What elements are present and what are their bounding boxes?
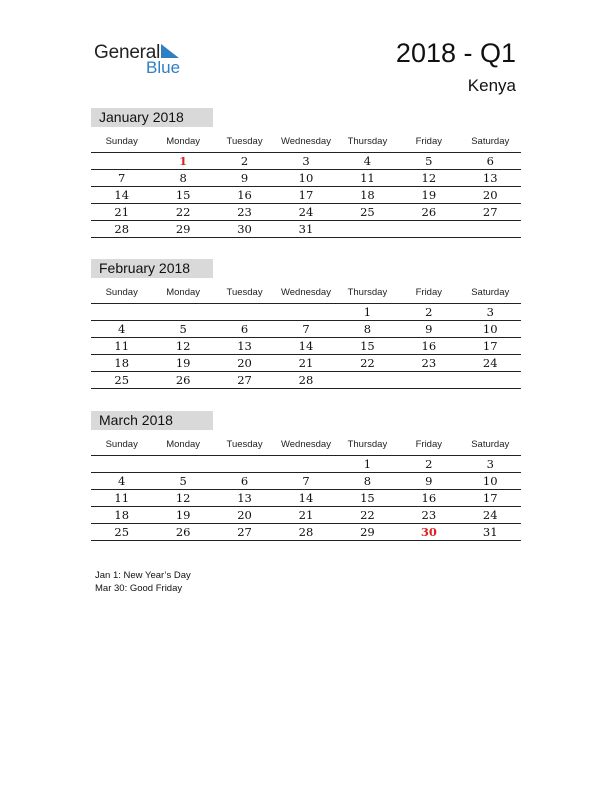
weekday-label: Tuesday <box>226 287 263 298</box>
month-calendar <box>91 108 521 238</box>
day-cell: 21 <box>298 508 314 522</box>
day-cell: 16 <box>421 491 437 505</box>
day-cell: 2 <box>240 154 249 168</box>
day-cell: 1 <box>179 154 188 168</box>
day-cell: 31 <box>298 222 314 236</box>
day-cell: 9 <box>240 171 249 185</box>
day-cell: 25 <box>360 205 375 219</box>
day-cell: 18 <box>114 356 130 370</box>
day-cell: 11 <box>360 171 375 185</box>
day-cell: 19 <box>175 356 191 370</box>
day-cell: 12 <box>421 171 437 185</box>
day-cell: 15 <box>360 339 375 353</box>
day-cell: 4 <box>118 474 126 488</box>
day-cell: 16 <box>421 339 437 353</box>
weekday-label: Wednesday <box>280 439 331 450</box>
day-cell: 7 <box>302 322 310 336</box>
day-cell: 31 <box>482 525 498 539</box>
month-title: February 2018 <box>91 259 213 278</box>
day-cell: 25 <box>114 373 130 387</box>
day-cell: 27 <box>237 373 252 387</box>
logo-triangle-icon <box>161 44 179 58</box>
day-cell: 30 <box>420 525 437 539</box>
week-row <box>91 338 521 355</box>
day-cell: 10 <box>298 171 314 185</box>
day-cell: 18 <box>114 508 130 522</box>
day-cell: 8 <box>179 171 187 185</box>
day-cell: 20 <box>482 188 498 202</box>
day-cell: 7 <box>118 171 126 185</box>
day-cell: 30 <box>237 222 252 236</box>
day-cell: 5 <box>179 474 187 488</box>
holiday-note: Jan 1: New Year’s Day <box>95 570 191 581</box>
day-cell <box>91 153 152 169</box>
day-cell: 5 <box>179 322 187 336</box>
day-cell: 26 <box>421 205 437 219</box>
day-cell: 3 <box>486 305 494 319</box>
month-title: March 2018 <box>91 411 213 430</box>
day-cell: 20 <box>237 508 252 522</box>
weekday-label: Thursday <box>347 287 388 298</box>
day-cell: 12 <box>175 491 191 505</box>
day-cell: 25 <box>114 525 130 539</box>
day-cell <box>91 304 152 320</box>
weekday-label: Monday <box>166 439 201 450</box>
weekday-label: Friday <box>415 287 443 298</box>
day-cell: 6 <box>240 322 249 336</box>
day-cell: 6 <box>486 154 494 168</box>
weekday-label: Tuesday <box>226 439 263 450</box>
weekday-label: Sunday <box>105 439 138 450</box>
weekday-header-row <box>91 282 521 304</box>
weekday-label: Monday <box>166 136 201 147</box>
day-cell: 9 <box>425 322 433 336</box>
day-cell <box>460 372 521 388</box>
day-cell: 4 <box>363 154 372 168</box>
day-cell <box>398 221 459 237</box>
weekday-label: Sunday <box>105 136 138 147</box>
week-row <box>91 490 521 507</box>
day-cell: 1 <box>363 457 372 471</box>
weekday-label: Saturday <box>471 439 510 450</box>
day-cell <box>398 372 459 388</box>
day-cell: 23 <box>237 205 252 219</box>
weekday-label: Wednesday <box>280 287 331 298</box>
day-cell: 15 <box>175 188 191 202</box>
week-row <box>91 187 521 204</box>
weekday-label: Thursday <box>347 439 388 450</box>
day-cell: 2 <box>425 305 433 319</box>
weekday-header-row <box>91 131 521 153</box>
generalblue-logo <box>94 40 194 80</box>
week-row <box>91 473 521 490</box>
day-cell: 21 <box>298 356 314 370</box>
day-cell: 9 <box>425 474 433 488</box>
day-cell: 11 <box>114 491 130 505</box>
weekday-label: Friday <box>415 439 443 450</box>
day-cell: 13 <box>482 171 498 185</box>
weekday-label: Thursday <box>347 136 388 147</box>
day-cell: 3 <box>486 457 494 471</box>
day-cell: 2 <box>425 457 433 471</box>
day-cell <box>275 456 336 472</box>
week-row <box>91 524 521 541</box>
day-cell: 23 <box>421 508 437 522</box>
day-cell: 26 <box>175 373 191 387</box>
weekday-label: Wednesday <box>280 136 331 147</box>
day-cell: 3 <box>302 154 310 168</box>
week-row <box>91 355 521 372</box>
holiday-notes <box>95 569 191 595</box>
day-cell <box>337 372 398 388</box>
weekday-label: Saturday <box>471 287 510 298</box>
month-calendar <box>91 259 521 389</box>
week-row <box>91 304 521 321</box>
month-calendar <box>91 411 521 541</box>
quarter-title: 2018 - Q1 <box>395 38 516 68</box>
day-cell: 28 <box>298 525 314 539</box>
day-cell: 14 <box>298 491 314 505</box>
weekday-label: Monday <box>166 287 201 298</box>
day-cell: 11 <box>114 339 130 353</box>
day-cell <box>214 304 275 320</box>
day-cell: 17 <box>482 491 498 505</box>
weekday-label: Sunday <box>105 287 138 298</box>
day-cell: 24 <box>482 508 498 522</box>
day-cell: 24 <box>482 356 498 370</box>
day-cell: 24 <box>298 205 314 219</box>
weekday-label: Saturday <box>471 136 510 147</box>
day-cell: 8 <box>363 322 372 336</box>
day-cell: 28 <box>114 222 130 236</box>
day-cell: 29 <box>360 525 375 539</box>
day-cell: 22 <box>360 508 375 522</box>
week-row <box>91 507 521 524</box>
day-cell: 16 <box>237 188 252 202</box>
day-cell: 22 <box>360 356 375 370</box>
day-cell: 19 <box>421 188 437 202</box>
day-cell: 4 <box>118 322 126 336</box>
day-cell: 23 <box>421 356 437 370</box>
weekday-label: Tuesday <box>226 136 263 147</box>
weekday-header-row <box>91 434 521 456</box>
day-cell: 14 <box>298 339 314 353</box>
month-title: January 2018 <box>91 108 213 127</box>
day-cell <box>337 221 398 237</box>
day-cell: 10 <box>482 474 498 488</box>
logo-word-blue: Blue <box>146 58 181 77</box>
day-cell: 19 <box>175 508 191 522</box>
day-cell: 12 <box>175 339 191 353</box>
day-cell <box>460 221 521 237</box>
day-cell: 28 <box>298 373 314 387</box>
day-cell <box>152 304 213 320</box>
logo-word-general: General <box>94 42 161 63</box>
day-cell <box>214 456 275 472</box>
day-cell: 14 <box>114 188 130 202</box>
week-row <box>91 372 521 389</box>
week-row <box>91 170 521 187</box>
day-cell <box>275 304 336 320</box>
day-cell: 22 <box>175 205 191 219</box>
day-cell: 27 <box>482 205 498 219</box>
day-cell: 13 <box>237 491 252 505</box>
day-cell: 8 <box>363 474 372 488</box>
week-row <box>91 153 521 170</box>
week-row <box>91 204 521 221</box>
holiday-note: Mar 30: Good Friday <box>95 583 183 594</box>
weekday-label: Friday <box>415 136 443 147</box>
day-cell: 18 <box>360 188 375 202</box>
day-cell: 20 <box>237 356 252 370</box>
day-cell: 26 <box>175 525 191 539</box>
day-cell: 29 <box>175 222 191 236</box>
week-row <box>91 221 521 238</box>
day-cell: 15 <box>360 491 375 505</box>
day-cell <box>152 456 213 472</box>
day-cell: 27 <box>237 525 252 539</box>
day-cell: 6 <box>240 474 249 488</box>
day-cell <box>91 456 152 472</box>
day-cell: 13 <box>237 339 252 353</box>
day-cell: 10 <box>482 322 498 336</box>
day-cell: 5 <box>425 154 433 168</box>
day-cell: 1 <box>363 305 372 319</box>
country-name: Kenya <box>467 76 516 95</box>
day-cell: 21 <box>114 205 130 219</box>
week-row <box>91 321 521 338</box>
day-cell: 17 <box>298 188 314 202</box>
day-cell: 17 <box>482 339 498 353</box>
week-row <box>91 456 521 473</box>
day-cell: 7 <box>302 474 310 488</box>
